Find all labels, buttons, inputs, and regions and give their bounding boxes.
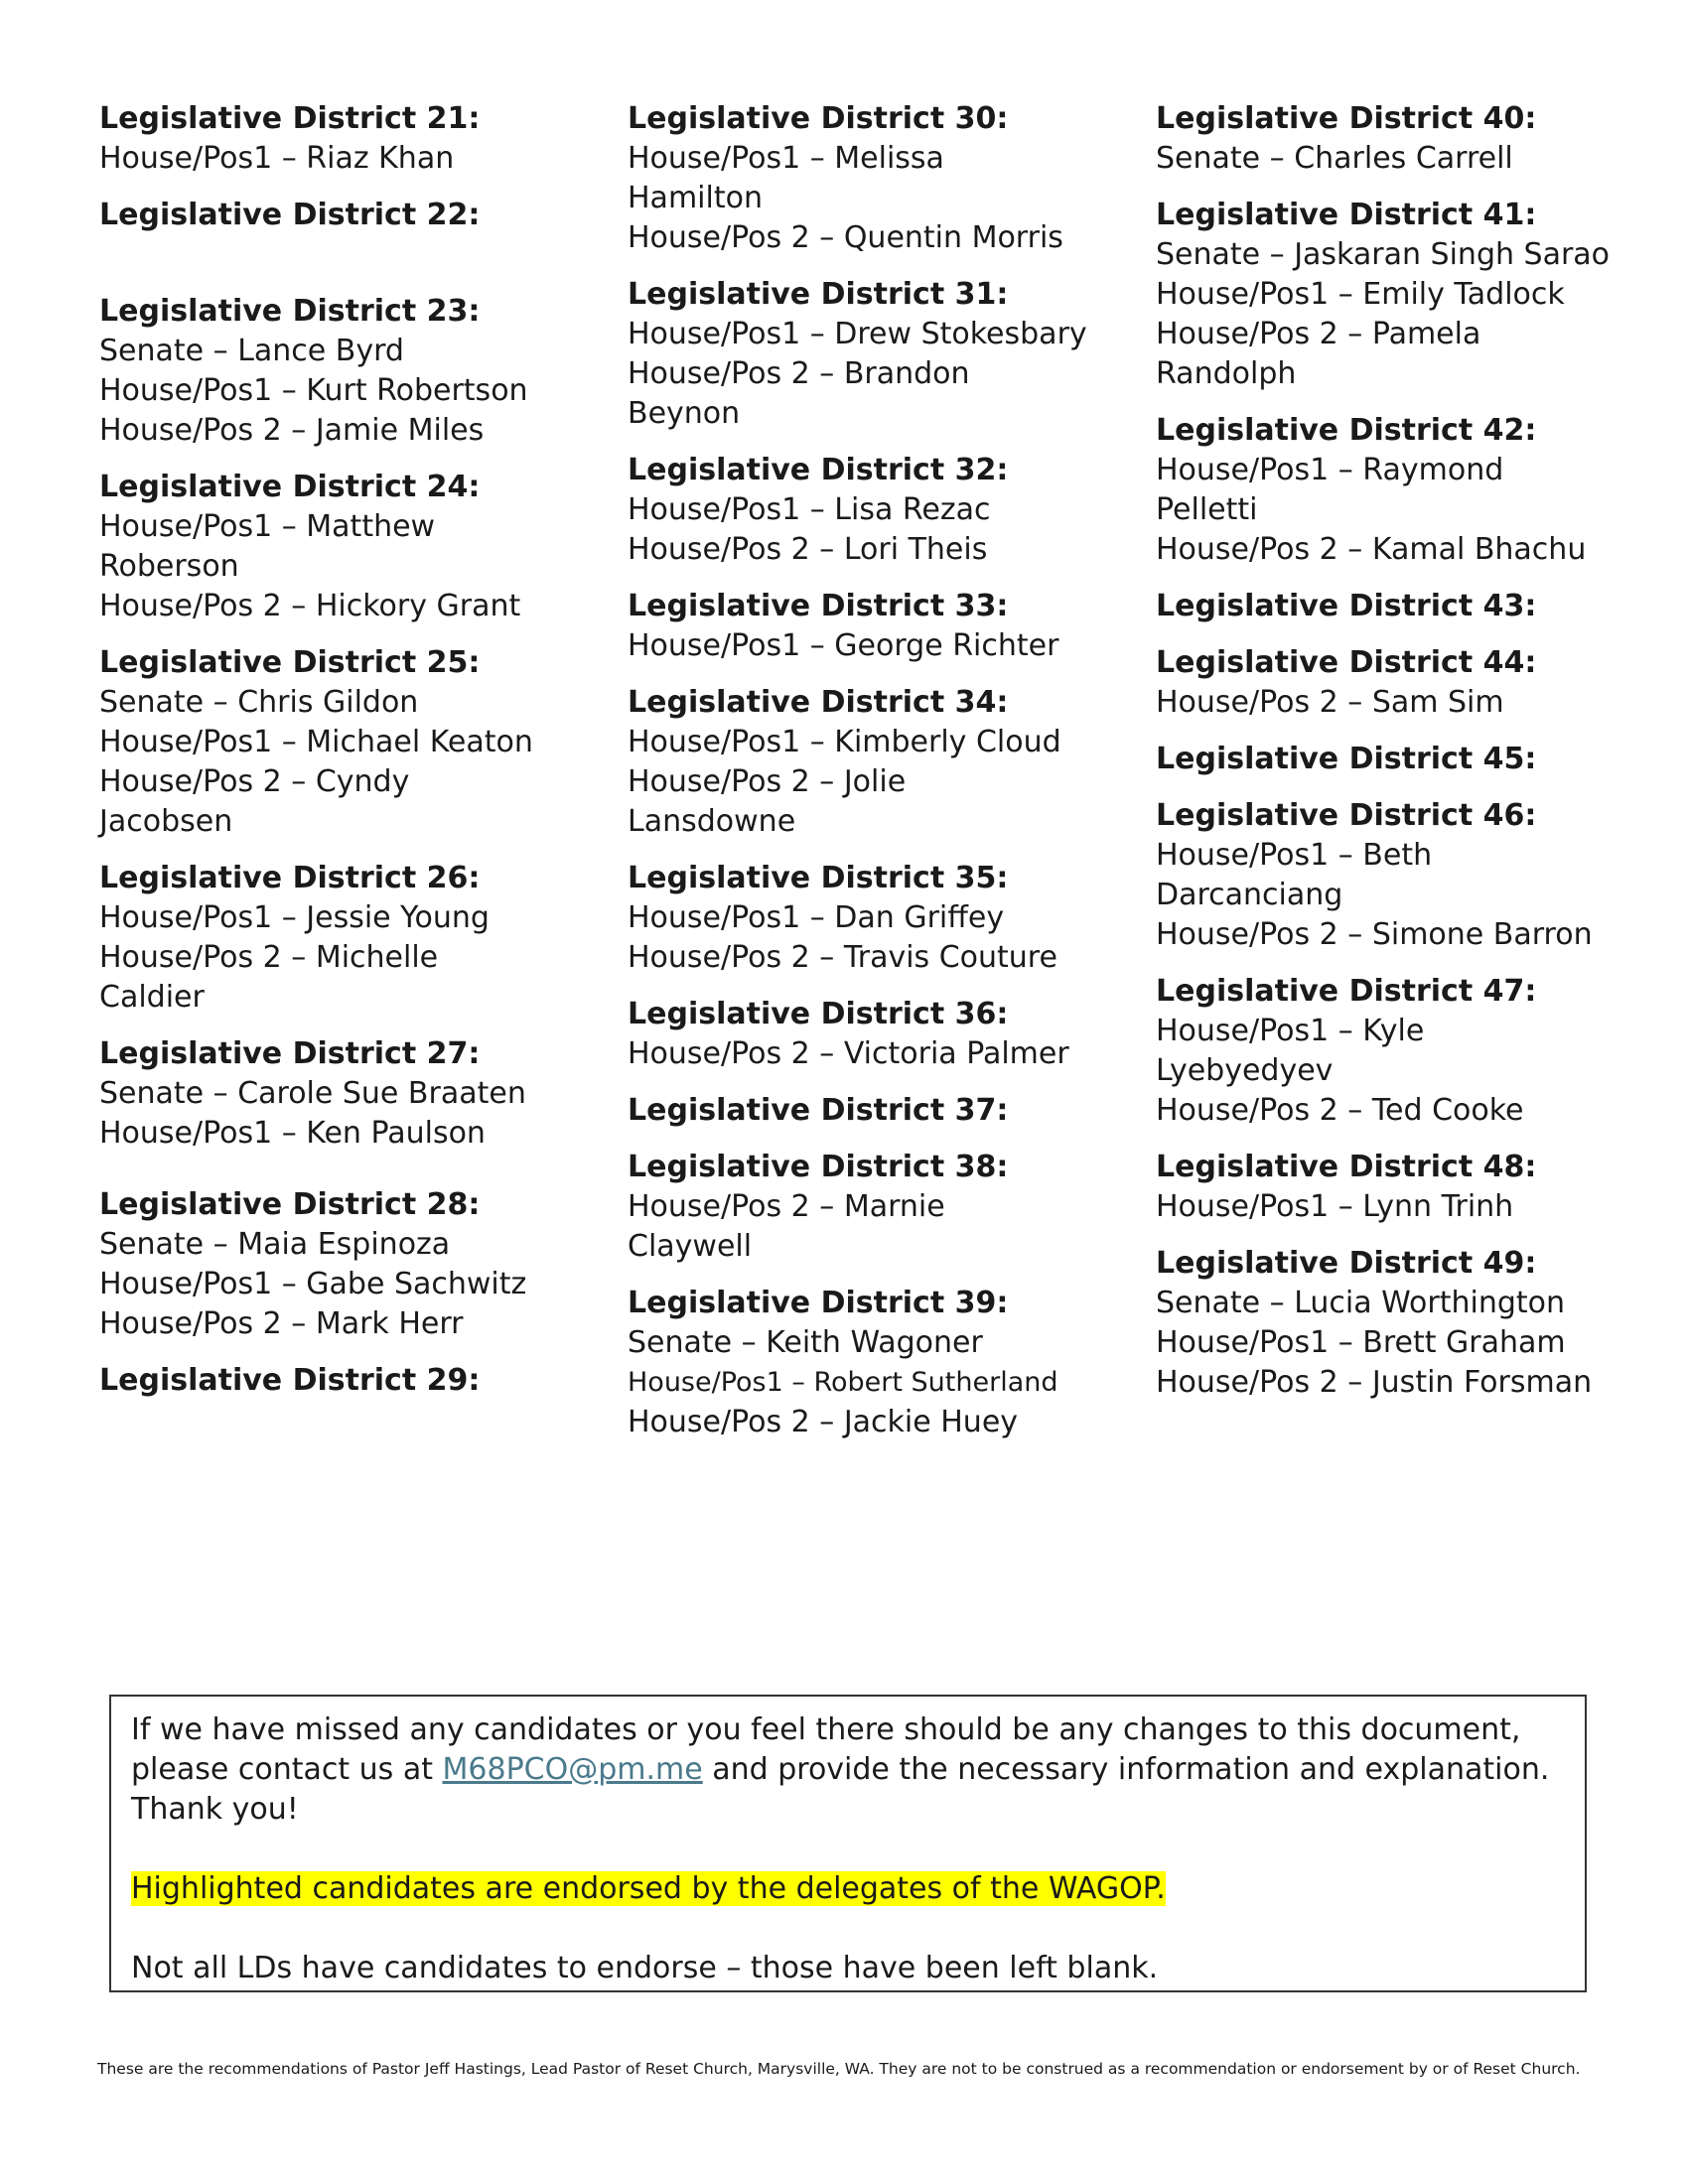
notice-box [109,1695,1587,1992]
candidate-line: House/Pos 2 – Hickory Grant [99,589,521,623]
district-title: Legislative District 49: [1156,1246,1537,1281]
district-block [99,468,566,626]
candidate-line: Caldier [99,980,205,1015]
district-title: Legislative District 44: [1156,645,1537,680]
district-block [628,587,1094,666]
candidate-line: Senate – Lucia Worthington [1156,1286,1566,1320]
candidate-line: Hamilton [628,181,763,215]
district-title: Legislative District 43: [1156,589,1537,623]
candidate-line: Claywell [628,1229,753,1264]
candidate-line: Beynon [628,396,741,431]
notice-highlight-paragraph [131,1869,1565,1909]
notice-contact-text: If we have missed any candidates or you feel there should be any changes to this document, please contact us at [131,1712,1521,1787]
candidate-line: House/Pos1 – Dan Griffey [628,900,1005,935]
district-column-3 [1156,99,1622,1420]
candidate-line: House/Pos1 – Riaz Khan [99,141,455,176]
candidate-line: House/Pos1 – Ken Paulson [99,1116,486,1151]
district-title: Legislative District 23: [99,294,481,329]
district-block [628,683,1094,842]
district-block [99,1034,566,1154]
district-title: Legislative District 40: [1156,101,1537,136]
district-block [628,1091,1094,1131]
candidate-line: House/Pos 2 – Jolie [628,764,907,799]
candidate-line: Senate – Maia Espinoza [99,1227,451,1262]
district-title: Legislative District 45: [1156,742,1537,776]
candidate-line: House/Pos1 – Drew Stokesbary [628,317,1087,351]
candidate-line: Randolph [1156,356,1297,391]
district-block [99,643,566,842]
candidate-line: House/Pos 2 – Ted Cooke [1156,1093,1524,1128]
candidate-line: House/Pos 2 – Michelle [99,940,439,975]
candidate-line: House/Pos1 – Gabe Sachwitz [99,1267,527,1301]
district-title: Legislative District 38: [628,1150,1009,1184]
candidate-line: House/Pos1 – Lisa Rezac [628,492,991,527]
district-title: Legislative District 39: [628,1286,1009,1320]
candidate-line: Senate – Jaskaran Singh Sarao [1156,237,1611,272]
district-title: Legislative District 36: [628,997,1009,1031]
district-block [1156,99,1622,179]
district-block [99,859,566,1018]
candidate-line: House/Pos 2 – Marnie [628,1189,945,1224]
candidate-line: House/Pos1 – Lynn Trinh [1156,1189,1514,1224]
candidate-line: House/Pos 2 – Mark Herr [99,1306,464,1341]
district-block [1156,740,1622,779]
district-title: Legislative District 30: [628,101,1009,136]
candidate-line: House/Pos1 – Matthew [99,509,436,544]
candidate-line: House/Pos1 – Kyle [1156,1014,1425,1048]
district-block [99,1185,566,1344]
district-title: Legislative District 27: [99,1036,481,1071]
candidate-line: House/Pos1 – Raymond [1156,453,1504,487]
candidate-line: House/Pos 2 – Sam Sim [1156,685,1504,720]
candidate-line: House/Pos1 – Michael Keaton [99,725,533,759]
candidate-line: House/Pos 2 – Jackie Huey [628,1405,1019,1439]
notice-contact-text-end: and provide the necessary information and explanation. Thank you! [131,1752,1550,1827]
district-block [99,292,566,451]
district-block [99,196,566,235]
candidate-line: House/Pos1 – Melissa [628,141,944,176]
candidate-line: House/Pos1 – Beth [1156,838,1433,873]
district-block [628,1148,1094,1267]
district-block [628,859,1094,978]
district-title: Legislative District 33: [628,589,1009,623]
district-title: Legislative District 26: [99,861,481,895]
district-title: Legislative District 31: [628,277,1009,312]
candidate-line: Senate – Charles Carrell [1156,141,1513,176]
district-title: Legislative District 29: [99,1363,481,1398]
candidate-line: Lansdowne [628,804,796,839]
candidate-line: House/Pos 2 – Jamie Miles [99,413,485,448]
candidate-line: House/Pos 2 – Brandon [628,356,970,391]
candidate-line: Darcanciang [1156,878,1343,912]
candidate-line: House/Pos 2 – Pamela [1156,317,1481,351]
candidate-line: Senate – Chris Gildon [99,685,419,720]
district-block [1156,796,1622,955]
district-block [1156,196,1622,394]
district-block [628,995,1094,1074]
district-block [1156,411,1622,570]
district-block [1156,1148,1622,1227]
district-block [628,451,1094,570]
district-block [628,1284,1094,1442]
district-block [1156,643,1622,723]
district-title: Legislative District 28: [99,1187,481,1222]
notice-contact-paragraph [131,1710,1565,1830]
candidate-line: House/Pos 2 – Quentin Morris [628,220,1063,255]
candidate-line: House/Pos 2 – Cyndy [99,764,410,799]
contact-email-link[interactable]: M68PCO@pm.me [442,1752,703,1787]
footer-disclaimer: These are the recommendations of Pastor Jeff Hastings, Lead Pastor of Reset Church, Marysville, WA. They are not to be construed as a recommendation or endorsement by or of Reset Church. [97,2060,1581,2078]
district-title: Legislative District 34: [628,685,1009,720]
district-title: Legislative District 22: [99,198,481,232]
highlight-legend: Highlighted candidates are endorsed by the delegates of the WAGOP. [131,1871,1166,1906]
candidate-line: House/Pos1 – George Richter [628,628,1059,663]
candidate-line: House/Pos 2 – Travis Couture [628,940,1057,975]
district-block [628,275,1094,434]
candidate-line: House/Pos1 – Emily Tadlock [1156,277,1565,312]
candidate-line: House/Pos 2 – Lori Theis [628,532,988,567]
district-block [1156,972,1622,1131]
candidate-line: House/Pos1 – Jessie Young [99,900,490,935]
candidate-line: House/Pos1 – Brett Graham [1156,1325,1566,1360]
candidate-line: Senate – Lance Byrd [99,334,404,368]
district-column-1 [99,99,566,1418]
candidate-line: House/Pos1 – Robert Sutherland [628,1367,1058,1398]
district-title: Legislative District 48: [1156,1150,1537,1184]
district-title: Legislative District 25: [99,645,481,680]
candidate-line: Senate – Keith Wagoner [628,1325,983,1360]
candidate-line: House/Pos1 – Kurt Robertson [99,373,528,408]
candidate-line: Pelletti [1156,492,1258,527]
candidate-line: Jacobsen [99,804,233,839]
district-title: Legislative District 47: [1156,974,1537,1009]
district-title: Legislative District 24: [99,470,481,504]
notice-blank-paragraph: Not all LDs have candidates to endorse – those have been left blank. [131,1951,1159,1985]
candidate-line: House/Pos 2 – Kamal Bhachu [1156,532,1587,567]
district-title: Legislative District 21: [99,101,481,136]
district-block [1156,1244,1622,1403]
district-column-2 [628,99,1094,1459]
candidate-line: House/Pos 2 – Simone Barron [1156,917,1593,952]
district-block [1156,587,1622,626]
district-block [99,99,566,179]
candidate-line: Senate – Carole Sue Braaten [99,1076,526,1111]
candidate-line: House/Pos 2 – Victoria Palmer [628,1036,1069,1071]
district-title: Legislative District 35: [628,861,1009,895]
candidate-line: Roberson [99,549,239,584]
candidate-line: House/Pos 2 – Justin Forsman [1156,1365,1593,1400]
district-title: Legislative District 41: [1156,198,1537,232]
candidate-line: Lyebyedyev [1156,1053,1334,1088]
district-title: Legislative District 46: [1156,798,1537,833]
district-block [99,1361,566,1401]
district-title: Legislative District 37: [628,1093,1009,1128]
district-title: Legislative District 32: [628,453,1009,487]
district-title: Legislative District 42: [1156,413,1537,448]
district-block [628,99,1094,258]
candidate-line: House/Pos1 – Kimberly Cloud [628,725,1061,759]
